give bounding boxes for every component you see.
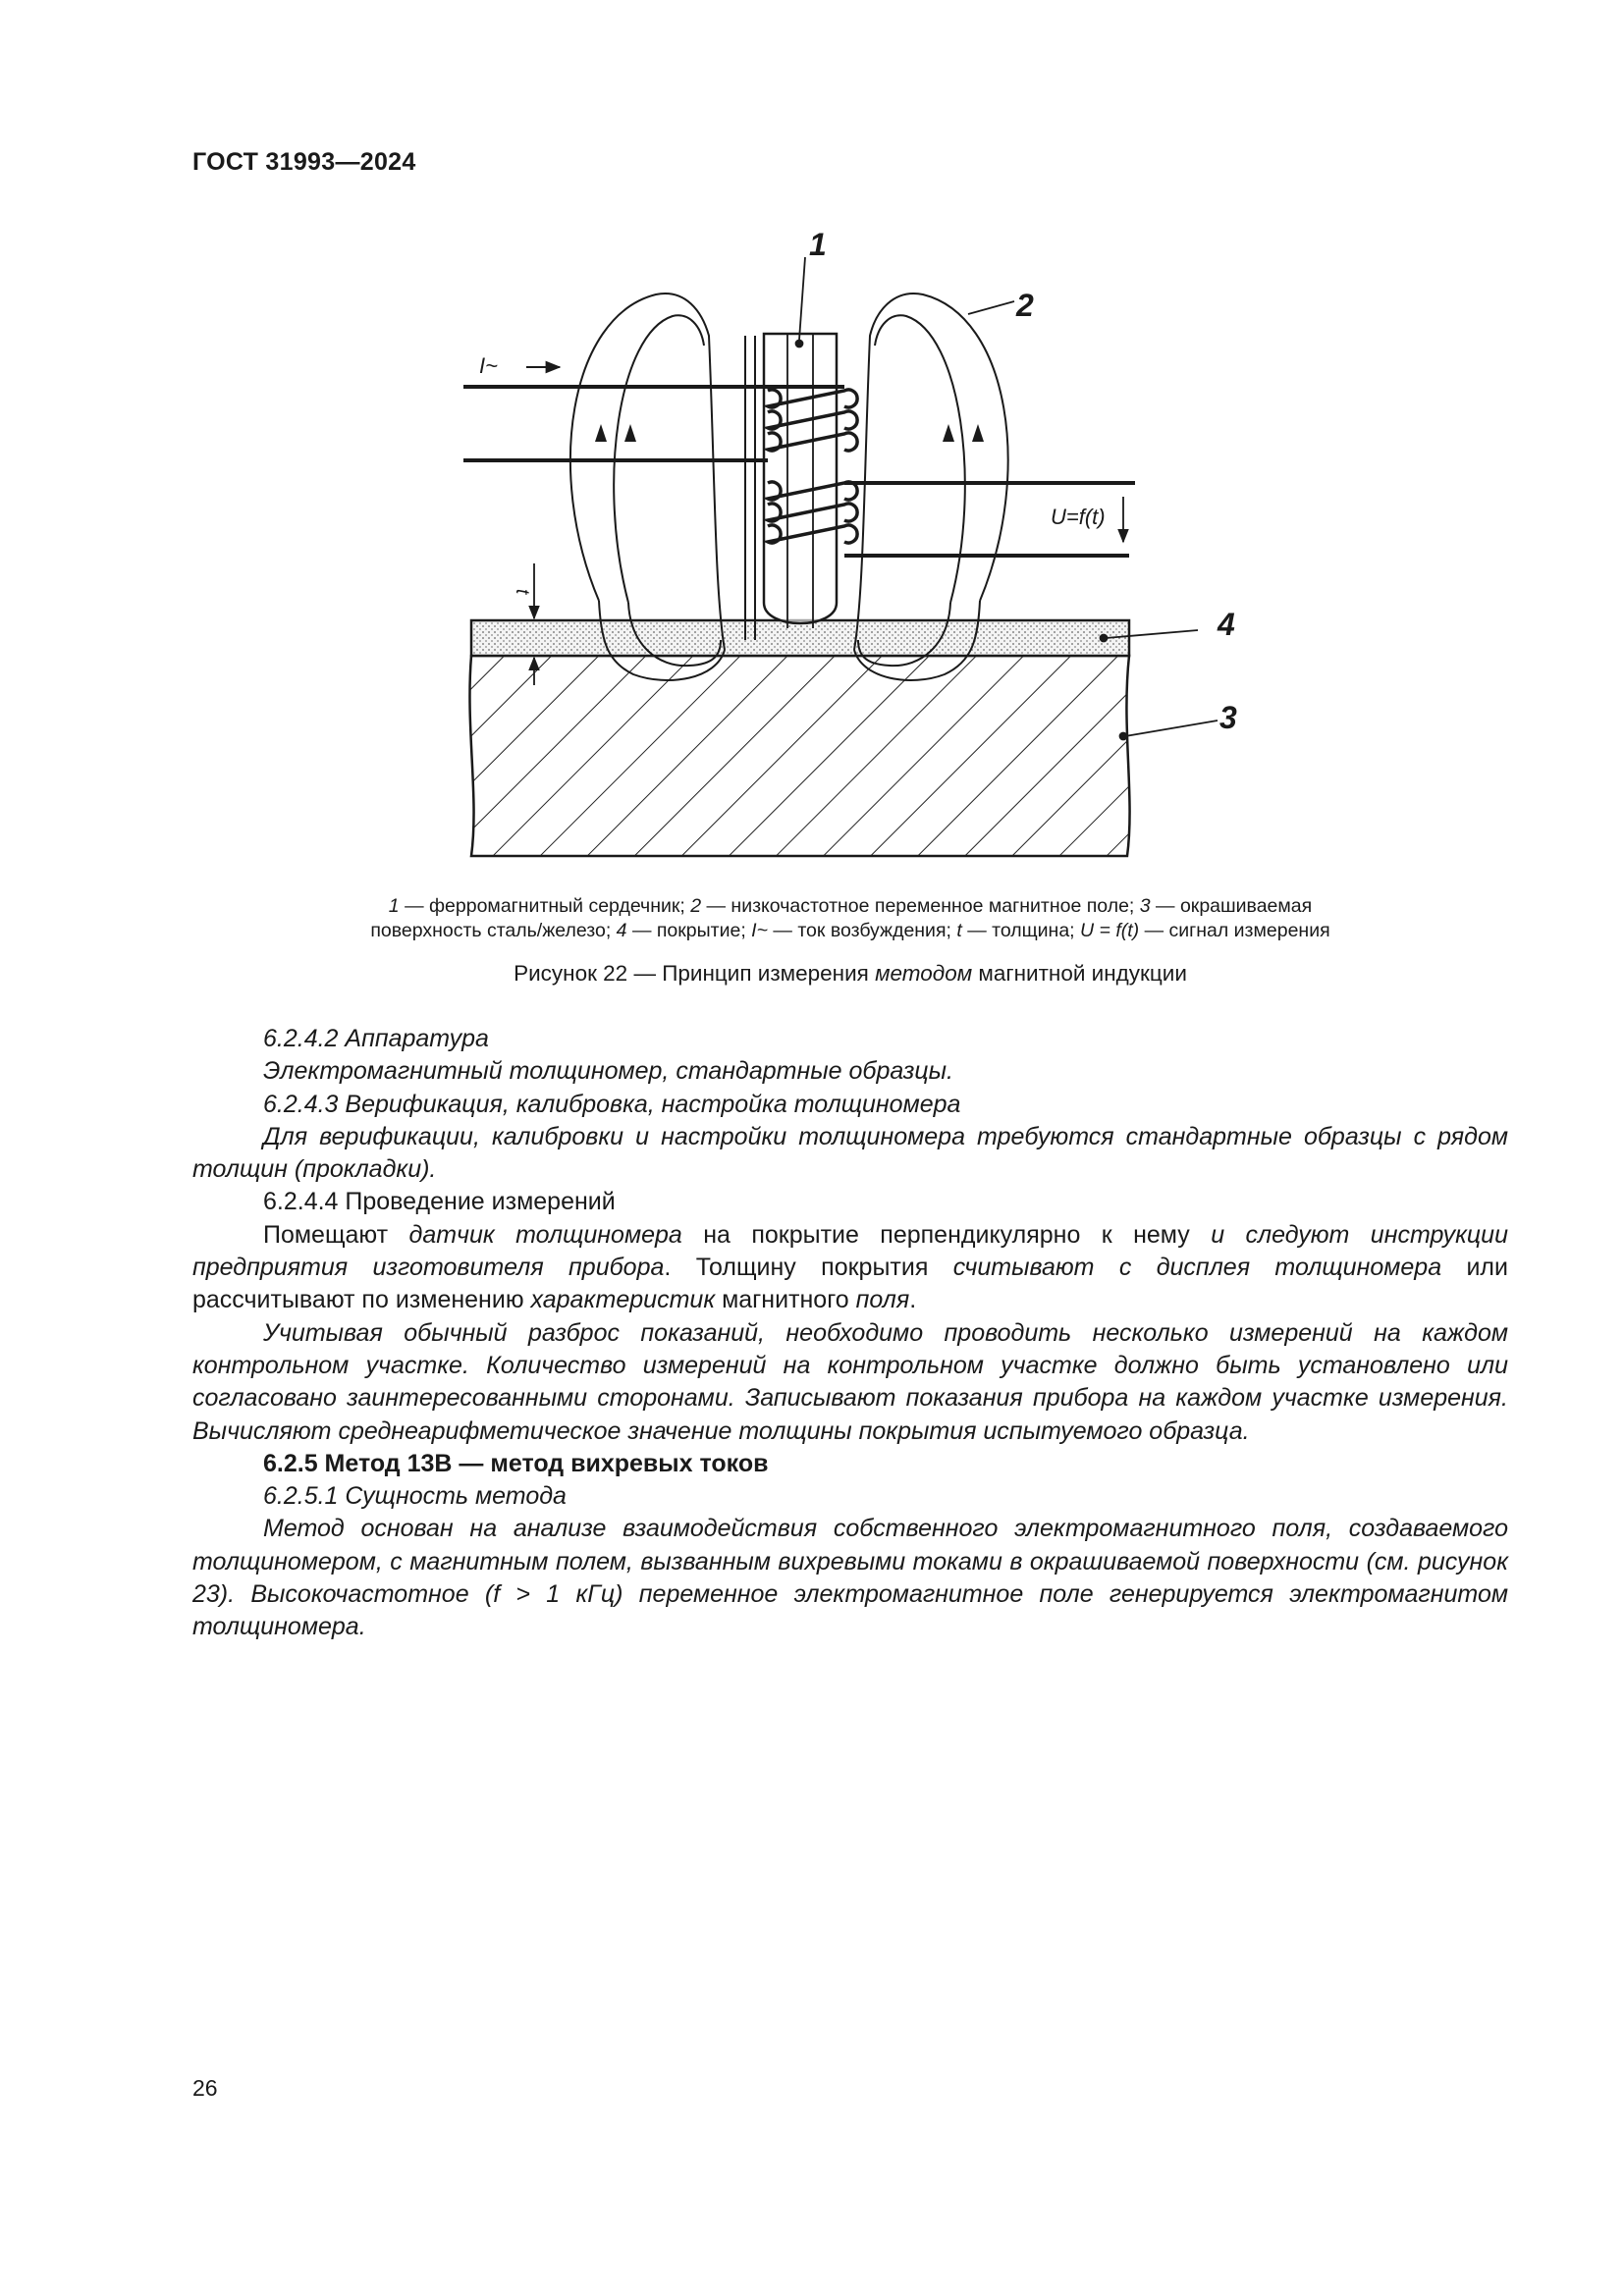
substrate-steel	[469, 656, 1129, 856]
label-thickness: t	[512, 589, 532, 595]
heading-6-2-4-4: 6.2.4.4 Проведение измерений	[263, 1188, 616, 1216]
callout-3: 3	[1219, 700, 1237, 735]
ferromagnetic-core	[764, 334, 837, 623]
heading-6-2-4-2: 6.2.4.2 Аппаратура	[263, 1025, 489, 1052]
document-body	[192, 1023, 1508, 1644]
callout-4: 4	[1218, 607, 1235, 642]
label-signal: U=f(t)	[1051, 505, 1106, 529]
callout-2: 2	[1016, 288, 1034, 323]
paragraph-apparatus: Электромагнитный толщиномер, стандартные образцы.	[263, 1057, 953, 1086]
figure-caption: Рисунок 22 — Принцип измерения методом магнитной индукции	[514, 961, 1187, 986]
heading-6-2-4-3: 6.2.4.3 Верификация, калибровка, настройка толщиномера	[263, 1090, 961, 1118]
figure-legend	[192, 894, 1508, 943]
legend-line-2: поверхность сталь/железо; 4 — покрытие; I~ — ток возбуждения; t — толщина; U = f(t) — сигнал измерения	[370, 920, 1330, 941]
document-code-header: ГОСТ 31993—2024	[192, 148, 416, 176]
paragraph-verification: Для верификации, калибровки и настройки толщиномера требуются стандартные образцы с рядом толщин (прокладки).	[192, 1122, 1508, 1184]
label-current: I~	[479, 353, 498, 378]
figure-magnetic-induction	[422, 218, 1247, 866]
callout-1: 1	[809, 227, 827, 262]
page-number: 26	[192, 2075, 218, 2101]
paragraph-measurement: Помещают датчик толщиномера на покрытие перпендикулярно к нему и следуют инструкции предприятия изготовителя прибора. Толщину покрытия считывают с дисплея толщиномера или рассчитывают по изменению характеристик магнитного поля.	[192, 1220, 1508, 1314]
paragraph-scatter: Учитывая обычный разброс показаний, необходимо проводить несколько измерений на каждом контрольном участке. Количество измерений на контрольном участке должно быть установлено или согласовано заинтересованными сторонами. Записывают показания прибора на каждом участке измерения. Вычисляют среднеарифметическое значение толщины покрытия испытуемого образца.	[192, 1318, 1508, 1445]
heading-6-2-5: 6.2.5 Метод 13В — метод вихревых токов	[263, 1449, 769, 1477]
coating-layer	[471, 620, 1129, 656]
heading-6-2-5-1: 6.2.5.1 Сущность метода	[263, 1482, 567, 1511]
legend-line-1: 1 — ферромагнитный сердечник; 2 — низкочастотное переменное магнитное поле; 3 — окрашиваемая	[388, 895, 1313, 917]
paragraph-method-essence: Метод основан на анализе взаимодействия собственного электромагнитного поля, создаваемого толщиномером, с магнитным полем, вызванным вихревыми токами в окрашиваемой поверхности (см. рисунок 23). Высокочастотное (f > 1 кГц) переменное электромагнитное поле генерируется электромагнитом толщиномера.	[192, 1515, 1508, 1641]
